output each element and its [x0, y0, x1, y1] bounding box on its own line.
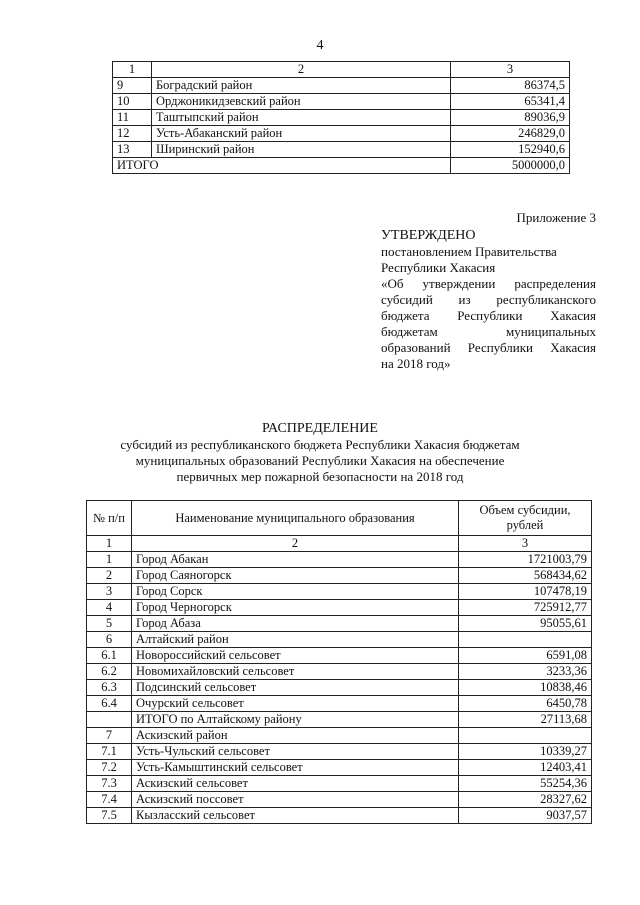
row-name: Усть-Абаканский район [152, 126, 451, 142]
row-number: 7.5 [87, 808, 132, 824]
row-value: 1721003,79 [459, 552, 592, 568]
approved-label: УТВЕРЖДЕНО [381, 228, 476, 243]
col-number: 1 [87, 536, 132, 552]
row-number: 5 [87, 616, 132, 632]
table-header-row [113, 62, 570, 78]
row-name: Город Сорск [132, 584, 459, 600]
row-number: 13 [113, 142, 152, 158]
row-number: 6.2 [87, 664, 132, 680]
approval-line: «Об утверждении распределения [381, 276, 596, 291]
col-header: 3 [451, 62, 570, 78]
table-row [113, 94, 570, 110]
table-row [87, 584, 592, 600]
row-value: 65341,4 [451, 94, 570, 110]
table-header-row [87, 501, 592, 536]
row-value: 89036,9 [451, 110, 570, 126]
table-row [87, 792, 592, 808]
title-heading: РАСПРЕДЕЛЕНИЕ [262, 421, 378, 436]
table-row [87, 760, 592, 776]
row-name: Орджоникидзевский район [152, 94, 451, 110]
total-row [113, 158, 570, 174]
row-name: Усть-Чульский сельсовет [132, 744, 459, 760]
row-name: Аскизский поссовет [132, 792, 459, 808]
approval-line: субсидий из республиканского [381, 292, 596, 307]
row-number: 1 [87, 552, 132, 568]
row-number: 7.3 [87, 776, 132, 792]
title-line: муниципальных образований Республики Хакасия на обеспечение [135, 453, 505, 468]
row-number: 6.3 [87, 680, 132, 696]
table-row [87, 776, 592, 792]
row-name: Подсинский сельсовет [132, 680, 459, 696]
row-name: Аскизский район [132, 728, 459, 744]
row-name: Новороссийский сельсовет [132, 648, 459, 664]
row-number: 7 [87, 728, 132, 744]
row-name: Аскизский сельсовет [132, 776, 459, 792]
table-row [113, 78, 570, 94]
col-header: 2 [152, 62, 451, 78]
row-number: 7.4 [87, 792, 132, 808]
table-row [113, 110, 570, 126]
table-row [87, 664, 592, 680]
title-line: первичных мер пожарной безопасности на 2018 год [176, 469, 464, 484]
row-value: 246829,0 [451, 126, 570, 142]
row-number: 10 [113, 94, 152, 110]
row-number: 3 [87, 584, 132, 600]
row-name: Усть-Камыштинский сельсовет [132, 760, 459, 776]
table-row [113, 142, 570, 158]
row-value: 86374,5 [451, 78, 570, 94]
row-value: 107478,19 [459, 584, 592, 600]
row-number: 9 [113, 78, 152, 94]
total-value: 5000000,0 [451, 158, 570, 174]
row-name: Город Саяногорск [132, 568, 459, 584]
table-row [87, 744, 592, 760]
row-name: Кызласский сельсовет [132, 808, 459, 824]
approval-line: Республики Хакасия [381, 260, 496, 275]
row-name: Боградский район [152, 78, 451, 94]
table-row [87, 552, 592, 568]
col-number: 3 [459, 536, 592, 552]
row-name: Очурский сельсовет [132, 696, 459, 712]
col-header-number: № п/п [87, 501, 132, 536]
distribution-table [86, 500, 592, 824]
row-value: 6450,78 [459, 696, 592, 712]
row-number [87, 712, 132, 728]
row-name: Ширинский район [152, 142, 451, 158]
row-number: 11 [113, 110, 152, 126]
approval-line: бюджетам муниципальных [381, 324, 596, 339]
approval-line: образований Республики Хакасия [381, 340, 596, 355]
row-number: 2 [87, 568, 132, 584]
row-value: 9037,57 [459, 808, 592, 824]
row-value: 27113,68 [459, 712, 592, 728]
approval-block [381, 210, 596, 372]
column-numbers-row [87, 536, 592, 552]
row-name: Таштыпский район [152, 110, 451, 126]
row-value [459, 632, 592, 648]
approval-line: постановлением Правительства [381, 244, 557, 259]
table-row [87, 696, 592, 712]
page-number: 4 [316, 38, 324, 53]
col-header-name: Наименование муниципального образования [132, 501, 459, 536]
table-row [87, 712, 592, 728]
row-value: 28327,62 [459, 792, 592, 808]
row-value: 95055,61 [459, 616, 592, 632]
row-number: 12 [113, 126, 152, 142]
table-row [87, 632, 592, 648]
row-number: 6 [87, 632, 132, 648]
table-continuation [112, 61, 570, 174]
table-row [87, 616, 592, 632]
table-row [87, 728, 592, 744]
row-number: 6.1 [87, 648, 132, 664]
row-value [459, 728, 592, 744]
table-row [87, 648, 592, 664]
row-number: 7.1 [87, 744, 132, 760]
row-name: Новомихайловский сельсовет [132, 664, 459, 680]
row-number: 6.4 [87, 696, 132, 712]
col-number: 2 [132, 536, 459, 552]
row-name: Город Абакан [132, 552, 459, 568]
row-value: 10838,46 [459, 680, 592, 696]
row-value: 12403,41 [459, 760, 592, 776]
table-row [87, 568, 592, 584]
row-name: Город Черногорск [132, 600, 459, 616]
appendix-label: Приложение 3 [516, 210, 596, 225]
row-number: 4 [87, 600, 132, 616]
row-value: 152940,6 [451, 142, 570, 158]
col-header: 1 [113, 62, 152, 78]
table-row [87, 808, 592, 824]
row-value: 3233,36 [459, 664, 592, 680]
title-line: субсидий из республиканского бюджета Республики Хакасия бюджетам [120, 437, 520, 452]
approval-line: бюджета Республики Хакасия [381, 308, 596, 323]
row-name: ИТОГО по Алтайскому району [132, 712, 459, 728]
row-value: 6591,08 [459, 648, 592, 664]
row-value: 568434,62 [459, 568, 592, 584]
row-value: 55254,36 [459, 776, 592, 792]
row-number: 7.2 [87, 760, 132, 776]
row-value: 10339,27 [459, 744, 592, 760]
row-name: Город Абаза [132, 616, 459, 632]
row-name: Алтайский район [132, 632, 459, 648]
document-title [0, 421, 640, 485]
table-row [87, 680, 592, 696]
row-value: 725912,77 [459, 600, 592, 616]
approval-line: на 2018 год» [381, 356, 451, 371]
total-label: ИТОГО [113, 158, 451, 174]
table-row [113, 126, 570, 142]
table-row [87, 600, 592, 616]
col-header-value: Объем субсидии, рублей [459, 501, 592, 536]
